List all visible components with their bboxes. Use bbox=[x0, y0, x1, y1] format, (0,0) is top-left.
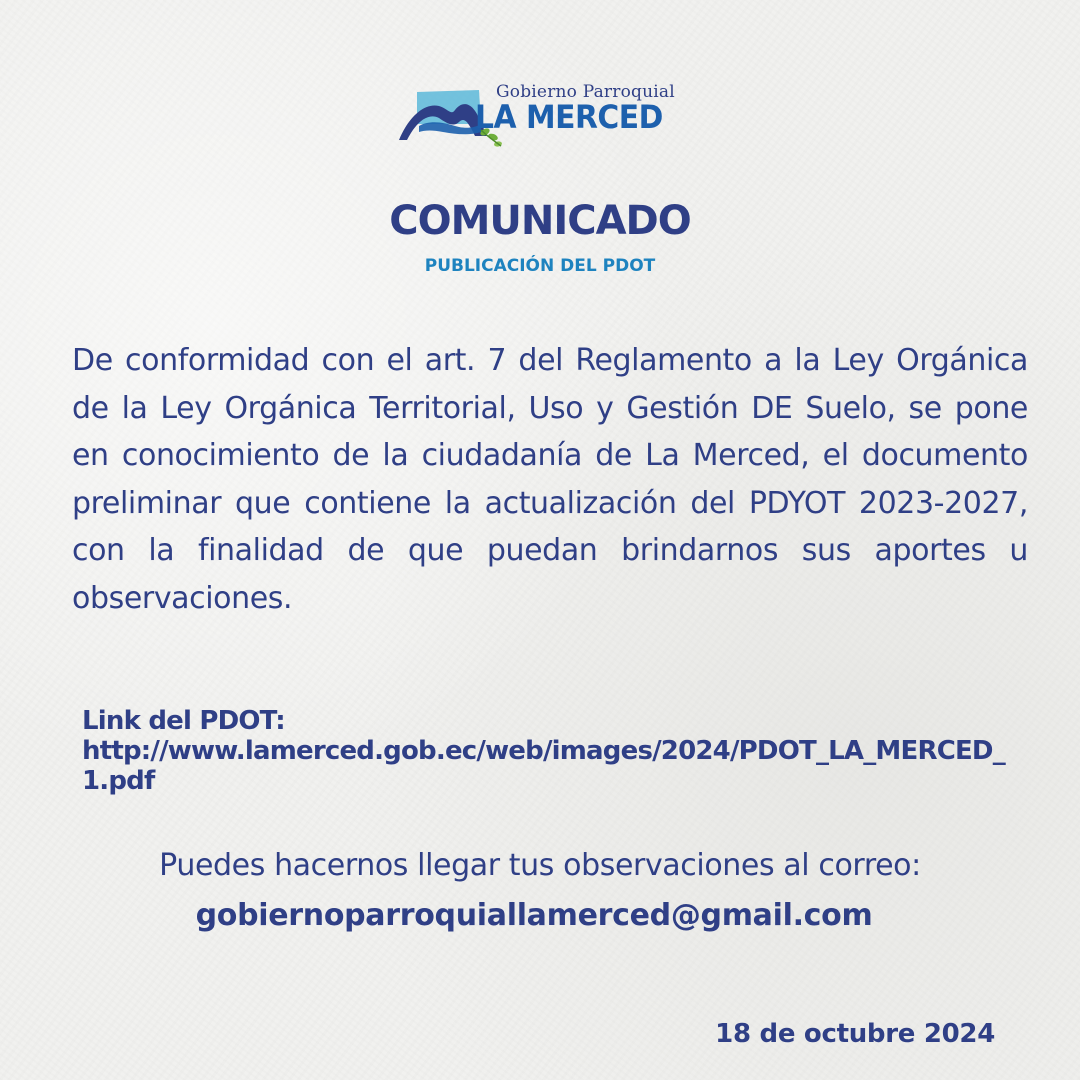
publication-date: 18 de octubre 2024 bbox=[715, 1019, 995, 1049]
logo bbox=[395, 80, 695, 150]
body-paragraph: De conformidad con el art. 7 del Reglamento a la Ley Orgánica de la Ley Orgánica Territorial, Uso y Gestión DE Suelo, se pone en conocimiento de la ciudadanía de La Merced, el documento preliminar que contiene la actualización del PDYOT 2023-2027, con la finalidad de que puedan brindarnos sus aportes u observaciones. bbox=[72, 343, 1028, 616]
link-label: Link del PDOT: bbox=[82, 706, 285, 736]
logo-top-text: Gobierno Parroquial bbox=[496, 82, 675, 102]
page-subtitle: PUBLICACIÓN DEL PDOT bbox=[424, 256, 656, 276]
link-block bbox=[82, 706, 1012, 796]
logo-main-text: LA MERCED bbox=[475, 98, 663, 136]
pdot-link[interactable]: http://www.lamerced.gob.ec/web/images/2024/PDOT_LA_MERCED_1.pdf bbox=[82, 736, 1005, 796]
page-title: COMUNICADO bbox=[389, 198, 691, 244]
contact-email[interactable]: gobiernoparroquiallamerced@gmail.com bbox=[195, 898, 873, 933]
contact-text: Puedes hacernos llegar tus observaciones al correo: bbox=[159, 848, 921, 883]
